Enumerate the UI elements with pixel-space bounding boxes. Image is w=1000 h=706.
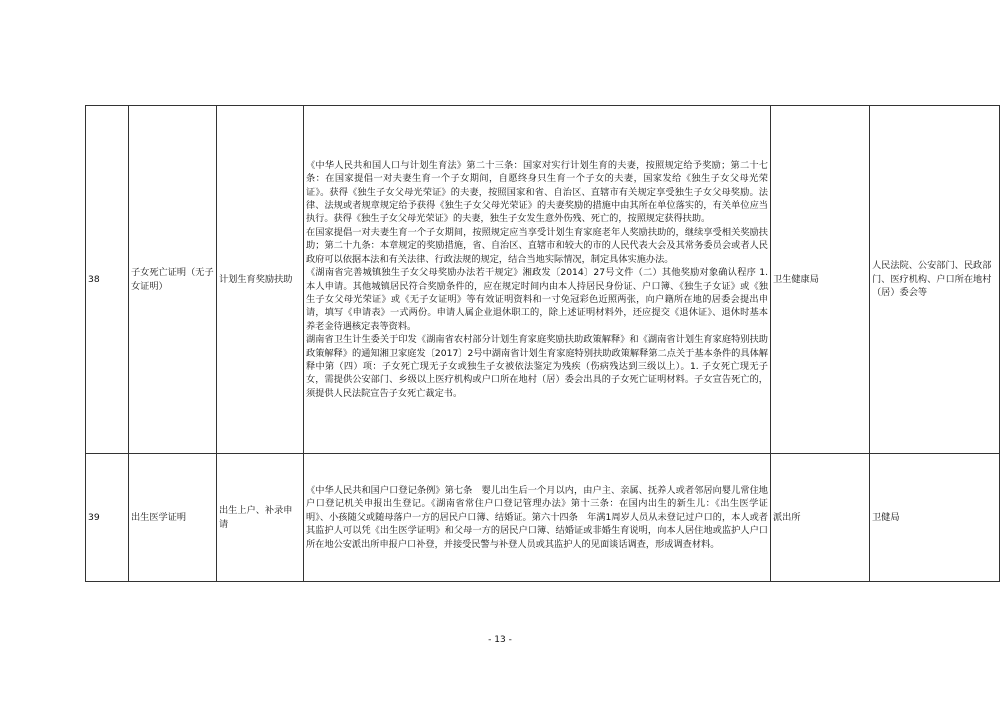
table-row [86,454,1000,582]
row-number: 39 [86,454,129,582]
matter-name: 出生上户、补录申请 [217,454,304,582]
certificate-name: 子女死亡证明（无子女证明） [129,106,217,454]
legal-basis [304,454,771,582]
matter-name: 计划生育奖励扶助 [217,106,304,454]
legal-basis [304,106,771,454]
other-issuers: 卫健局 [870,454,1000,582]
basis-paragraph: 《中华人民共和国户口登记条例》第七条 婴儿出生后一个月以内，由户主、亲属、抚养人或者邻居向婴儿常住地户口登记机关申报出生登记。《湖南省常住户口登记管理办法》第十三条：在国内出生的新生儿：《出生医学证明》、小孩随父或随母落户一方的居民户口簿、结婚证。第六十四条 年满1周岁人员从未登记过户口的，本人或者其监护人可以凭《出生医学证明》和父母一方的居民户口簿、结婚证或非婚生育说明，向本人居住地或监护人户口所在地公安派出所申报户口补登，并接受民警与补登人员或其监护人的见面谈话调查，形成调查材料。 [306,484,768,550]
certificate-table [85,105,1000,582]
basis-paragraph: 在国家提倡一对夫妻生育一个子女期间，按照规定应当享受计划生育家庭老年人奖励扶助的，继续享受相关奖励扶助；第二十九条：本章规定的奖励措施，省、自治区、直辖市和较大的市的人民代表大会及其常务委员会或者人民政府可以依据本法和有关法律、行政法规的规定，结合当地实际情况，制定具体实施办法。 [306,226,768,265]
basis-paragraph: 《中华人民共和国人口与计划生育法》第二十三条：国家对实行计划生育的夫妻，按照规定给予奖励；第二十七条：在国家提倡一对夫妻生育一个子女期间，自愿终身只生育一个子女的夫妻，国家发给《独生子女父母光荣证》。获得《独生子女父母光荣证》的夫妻，按照国家和省、自治区、直辖市有关规定享受独生子女父母奖励。法律、法规或者规章规定给予获得《独生子女父母光荣证》的夫妻奖励的措施中由其所在单位落实的，有关单位应当执行。获得《独生子女父母光荣证》的夫妻，独生子女发生意外伤残、死亡的，按照规定获得扶助。 [306,159,768,225]
issuing-department: 卫生健康局 [771,106,870,454]
issuing-department: 派出所 [771,454,870,582]
row-number: 38 [86,106,129,454]
basis-paragraph: 《湖南省完善城镇独生子女父母奖励办法若干规定》湘政发〔2014〕27号文件（二）其他奖励对象确认程序 1. 本人申请。其他城镇居民符合奖励条件的，应在规定时间内由本人持居民身份证、户口簿、《独生子女证》或《独生子女父母光荣证》或《无子女证明》等有效证明资料和一寸免冠彩色近照两张，向户籍所在地的居委会提出申请，填写《申请表》一式两份。申请人属企业退休职工的，除上述证明材料外，还应提交《退休证》、退休时基本养老金待遇核定表等资料。 [306,267,768,332]
other-issuers: 人民法院、公安部门、民政部门、医疗机构、户口所在地村（居）委会等 [870,106,1000,454]
table-row [86,106,1000,454]
page-number: - 13 - [488,635,512,645]
basis-paragraph: 湖南省卫生计生委关于印发《湖南省农村部分计划生育家庭奖励扶助政策解释》和《湖南省计划生育家庭特别扶助政策解释》的通知湘卫家庭发〔2017〕2号中湖南省计划生育家庭特别扶助政策解释第二点关于基本条件的具体解释中第（四）项：子女死亡现无子女或独生子女被依法鉴定为残疾（伤病残达到三级以上）。1. 子女死亡现无子女，需提供公安部门、乡级以上医疗机构或户口所在地村（居）委会出具的子女死亡证明材料。子女宣告死亡的，须提供人民法院宣告子女死亡裁定书。 [306,334,768,399]
certificate-name: 出生医学证明 [129,454,217,582]
